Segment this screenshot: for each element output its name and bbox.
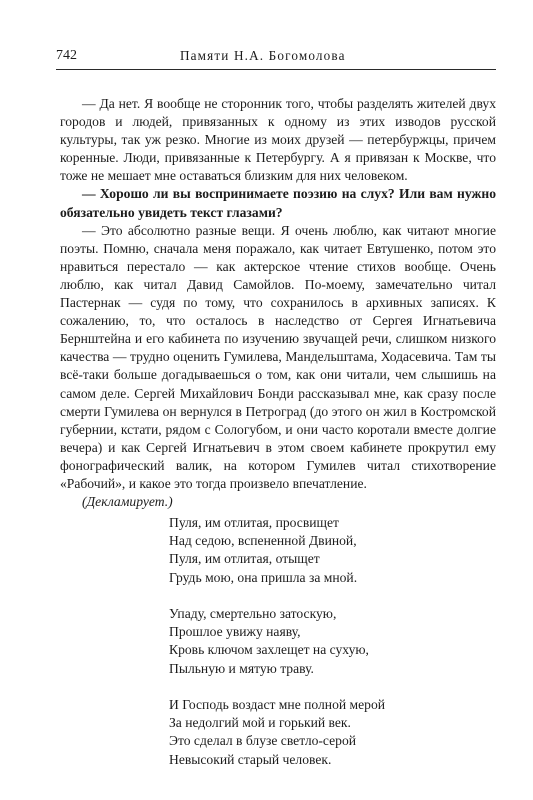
poem-line: Над седою, вспененной Двиной, bbox=[169, 533, 357, 549]
poem-line: Пыльную и мятую траву. bbox=[169, 660, 314, 676]
header-rule bbox=[56, 69, 496, 70]
poem-line: Упаду, смертельно затоскую, bbox=[169, 606, 337, 621]
stage-direction: (Декламирует.) bbox=[82, 494, 173, 510]
page-number: 742 bbox=[56, 48, 77, 63]
answer-paragraph: — Да нет. Я вообще не сторонник того, чтобы разделять жителей двух городов и людей, привязанных к одному из этих изводов русской культуры, так уж резко. Многие из моих друзей — петербуржцы, причем коренные. Люди, привязанные к Петербургу. А я привязан к Москве, что тоже не мешает мне оставаться близким для них человеком. bbox=[60, 96, 496, 184]
poem-stanza bbox=[169, 605, 489, 678]
poem-line: Невысокий старый человек. bbox=[169, 751, 332, 767]
poem-line: Пуля, им отлитая, просвищет bbox=[169, 515, 339, 530]
poem-line: Прошлое увижу наяву, bbox=[169, 624, 301, 640]
poem bbox=[169, 514, 489, 787]
running-title: Памяти Н.А. Богомолова bbox=[180, 48, 346, 63]
poem-line: И Господь воздаст мне полной мерой bbox=[169, 697, 386, 712]
answer-paragraph: — Это абсолютно разные вещи. Я очень люблю, как читают многие поэты. Помню, сначала меня поражало, как читает Евтушенко, потом это нравиться перестало — как актерское чтение стихов вообще. Очень люблю, как читал Давид Самойлов. По-моему, замечательно читал Пастернак — судя по тому, что сохранилось в архивных записях. К сожалению, то, что осталось в наследство от Сергея Игнатьевича Бернштейна и его кабинета по изучению звучащей речи, слишком низкого качества — трудно оценить Гумилева, Мандельштама, Ходасевича. Там ты всё-таки больше догадываешься о том, как они читали, чем слышишь на самом деле. Сергей Михайлович Бонди рассказывал мне, как сразу после смерти Гумилева он вернулся в Петроград (до этого он жил в Костромской губернии, кстати, рядом с Сологубом, и они часто коротали вместе долгие вечера) и как Сергей Игнатьевич в этом своем кабинете прокрутил ему фонографический валик, на котором Гумилев читал стихотворение «Рабочий», и какое это тогда произвело впечатление. bbox=[60, 222, 496, 491]
page-header bbox=[56, 46, 496, 66]
poem-line: Это сделал в блузе светло-серой bbox=[169, 733, 357, 749]
interview-text bbox=[60, 95, 496, 511]
question-paragraph: — Хорошо ли вы воспринимаете поэзию на слух? Или вам нужно обязательно увидеть текст глазами? bbox=[60, 186, 496, 220]
poem-stanza bbox=[169, 696, 489, 769]
poem-stanza bbox=[169, 514, 489, 587]
poem-line: Пуля, им отлитая, отыщет bbox=[169, 551, 320, 567]
poem-line: За недолгий мой и горький век. bbox=[169, 715, 351, 731]
poem-line: Грудь мою, она пришла за мной. bbox=[169, 569, 358, 585]
poem-line: Кровь ключом захлещет на сухую, bbox=[169, 642, 369, 658]
